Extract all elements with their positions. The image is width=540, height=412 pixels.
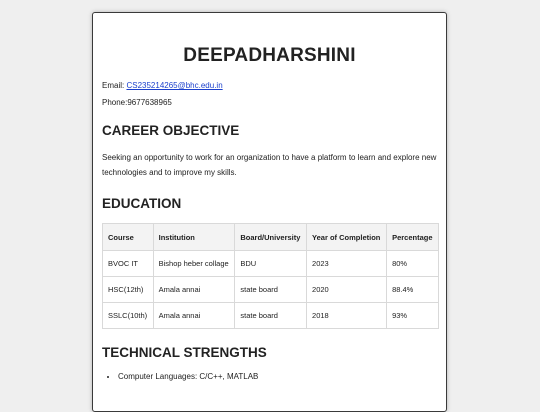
column-header-board: Board/University	[235, 224, 307, 251]
candidate-name: DEEPADHARSHINI	[183, 45, 356, 66]
column-header-institution: Institution	[153, 224, 235, 251]
table-cell: 2020	[307, 277, 387, 303]
table-cell: Bishop heber collage	[153, 251, 235, 277]
table-cell: Amala annai	[153, 277, 235, 303]
table-row	[103, 303, 439, 329]
table-row	[103, 277, 439, 303]
email-line	[102, 81, 437, 90]
list-item: • Computer Languages: C/C++, MATLAB	[118, 372, 437, 381]
technical-strengths-heading: TECHNICAL STRENGTHS	[102, 345, 267, 360]
table-cell: BVOC IT	[103, 251, 154, 277]
email-link[interactable]: CS235214265@bhc.edu.in	[126, 81, 223, 90]
table-cell: 2018	[307, 303, 387, 329]
column-header-year: Year of Completion	[307, 224, 387, 251]
table-cell: SSLC(10th)	[103, 303, 154, 329]
education-table	[102, 223, 439, 329]
email-label: Email:	[102, 81, 127, 90]
career-objective-heading: CAREER OBJECTIVE	[102, 123, 240, 138]
column-header-course: Course	[103, 224, 154, 251]
resume-page	[92, 12, 447, 412]
table-cell: BDU	[235, 251, 307, 277]
table-cell: 2023	[307, 251, 387, 277]
table-cell: 93%	[387, 303, 439, 329]
table-cell: Amala annai	[153, 303, 235, 329]
table-cell: 80%	[387, 251, 439, 277]
education-heading: EDUCATION	[102, 196, 182, 211]
technical-strengths-list	[102, 372, 437, 381]
table-cell: state board	[235, 277, 307, 303]
column-header-percentage: Percentage	[387, 224, 439, 251]
phone-number: 9677638965	[127, 98, 172, 107]
table-header-row	[103, 224, 439, 251]
phone-line	[102, 98, 437, 107]
table-cell: state board	[235, 303, 307, 329]
career-objective-text: Seeking an opportunity to work for an organization to have a platform to learn and explore new technologies and to improve my skills.	[102, 153, 437, 177]
table-cell: HSC(12th)	[103, 277, 154, 303]
phone-label: Phone:	[102, 98, 128, 107]
table-cell: 88.4%	[387, 277, 439, 303]
table-row	[103, 251, 439, 277]
